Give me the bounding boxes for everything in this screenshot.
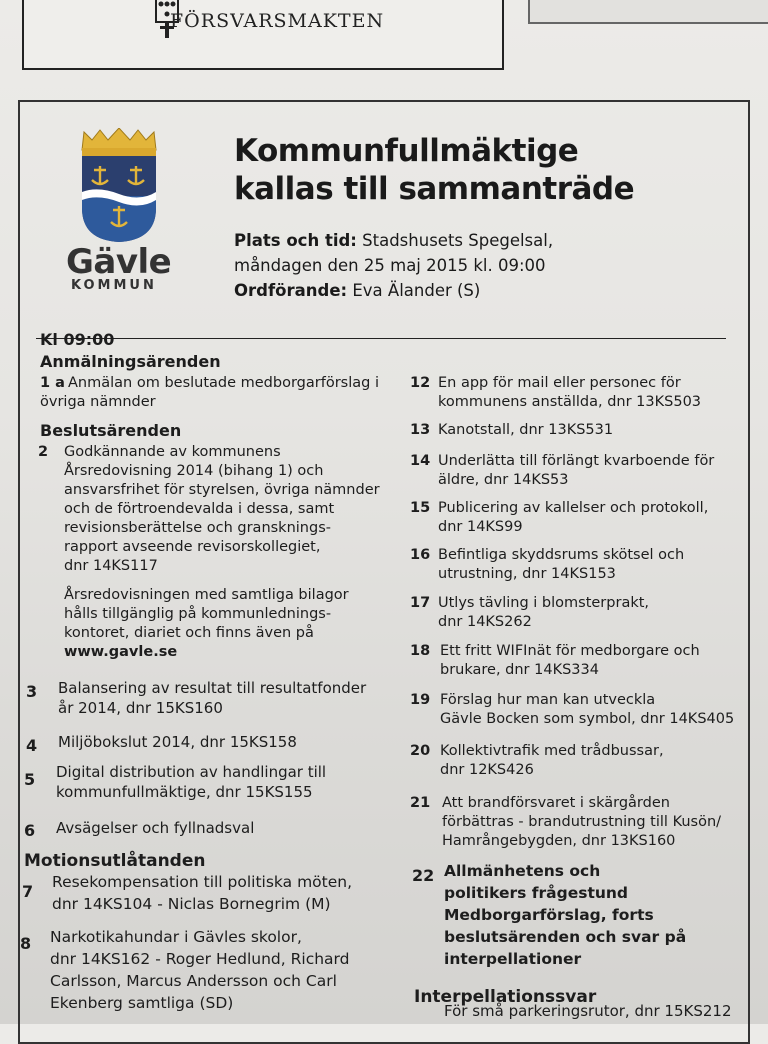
item-21-line-1: Att brandförsvaret i skärgården bbox=[442, 795, 670, 811]
forsvarsmakten-brand: FÖRSVARSMAKTEN bbox=[170, 10, 385, 32]
place-label: Plats och tid: bbox=[234, 231, 357, 250]
item-number: 18 bbox=[410, 643, 431, 659]
item-20-line-1: Kollektivtrafik med trådbussar, bbox=[440, 743, 664, 759]
item-number: 12 bbox=[410, 375, 431, 391]
item-12-line-1: En app för mail eller personec för bbox=[438, 375, 681, 391]
item-number: 13 bbox=[410, 422, 431, 438]
item-3-line-2: år 2014, dnr 15KS160 bbox=[58, 699, 223, 717]
item-19-text bbox=[440, 691, 734, 729]
place-value: Stadshusets Spegelsal, bbox=[362, 231, 554, 250]
item-22-line: beslutsärenden och svar på bbox=[444, 928, 687, 946]
item-20-line-2: dnr 12KS426 bbox=[440, 762, 534, 778]
date-line: måndagen den 25 maj 2015 kl. 09:00 bbox=[234, 256, 546, 275]
item-19-line-2: Gävle Bocken som symbol, dnr 14KS405 bbox=[440, 711, 735, 727]
item-number: 5 bbox=[24, 770, 36, 789]
item-17-line-1: Utlys tävling i blomsterprakt, bbox=[438, 595, 650, 611]
item-18-text bbox=[440, 642, 700, 680]
item-22-line: Allmänhetens och bbox=[444, 862, 601, 880]
item-18-line-2: brukare, dnr 14KS334 bbox=[440, 662, 599, 678]
item-4-line-1: Miljöbokslut 2014, dnr 15KS158 bbox=[58, 733, 297, 751]
item-2-note-line: kontoret, diariet och finns även på bbox=[64, 625, 314, 641]
headline-line-2: kallas till sammanträde bbox=[234, 171, 635, 207]
item-12-text bbox=[438, 374, 701, 412]
item-number: 19 bbox=[410, 692, 431, 708]
item-16-line-1: Befintliga skyddsrums skötsel och bbox=[438, 547, 685, 563]
item-1a-line-1: Anmälan om beslutade medborgarförslag i bbox=[68, 375, 379, 391]
item-21-line-2: förbättras - brandutrustning till Kusön/ bbox=[442, 814, 722, 830]
item-7-line-1: Resekompensation till politiska möten, bbox=[52, 873, 353, 891]
chair-value: Eva Älander (S) bbox=[352, 281, 481, 300]
item-number: 8 bbox=[20, 934, 32, 953]
item-17-line-2: dnr 14KS262 bbox=[438, 614, 532, 630]
item-1a-line-2: övriga nämnder bbox=[40, 394, 156, 410]
item-14-line-2: äldre, dnr 14KS53 bbox=[438, 472, 569, 488]
time-heading: Kl 09:00 bbox=[40, 330, 115, 349]
item-12-line-2: kommunens anställda, dnr 13KS503 bbox=[438, 394, 702, 410]
item-22-line: interpellationer bbox=[444, 950, 582, 968]
item-number: 1 a bbox=[40, 375, 65, 391]
item-23-line-1: För små parkeringsrutor, dnr 15KS212 bbox=[444, 1002, 732, 1020]
chair-label: Ordförande: bbox=[234, 281, 348, 300]
kommun-logo-text: KOMMUN bbox=[71, 278, 157, 293]
item-21-text bbox=[442, 794, 721, 851]
item-number: 20 bbox=[410, 743, 431, 759]
item-14-text bbox=[438, 452, 714, 490]
item-number: 6 bbox=[24, 821, 36, 840]
item-13-line-1: Kanotstall, dnr 13KS531 bbox=[438, 422, 614, 438]
item-3-line-1: Balansering av resultat till resultatfonder bbox=[58, 679, 367, 697]
item-17-text bbox=[438, 594, 649, 632]
item-2-note-line: Årsredovisningen med samtliga bilagor bbox=[64, 587, 349, 603]
item-number: 7 bbox=[22, 882, 34, 901]
item-8-line-1: Narkotikahundar i Gävles skolor, bbox=[50, 928, 302, 946]
item-8-line-4: Ekenberg samtliga (SD) bbox=[50, 994, 234, 1012]
item-19-line-1: Förslag hur man kan utveckla bbox=[440, 692, 656, 708]
item-number: 3 bbox=[26, 682, 38, 701]
item-6-line-1: Avsägelser och fyllnadsval bbox=[56, 819, 255, 837]
item-number: 4 bbox=[26, 736, 38, 755]
item-22-text bbox=[444, 860, 686, 970]
item-18-line-1: Ett fritt WIFInät för medborgare och bbox=[440, 643, 700, 659]
item-2-line: rapport avseende revisorskollegiet, bbox=[64, 539, 321, 555]
item-2-note-line: hålls tillgänglig på kommunlednings- bbox=[64, 606, 332, 622]
item-number: 15 bbox=[410, 500, 431, 516]
item-number: 17 bbox=[410, 595, 431, 611]
item-15-line-1: Publicering av kallelser och protokoll, bbox=[438, 500, 709, 516]
item-20-text bbox=[440, 742, 664, 780]
item-number: 14 bbox=[410, 453, 431, 469]
website-link[interactable]: www.gavle.se bbox=[64, 644, 178, 660]
item-15-line-2: dnr 14KS99 bbox=[438, 519, 523, 535]
item-number: 22 bbox=[412, 866, 435, 885]
item-2-line: revisionsberättelse och gransknings- bbox=[64, 520, 331, 536]
item-15-text bbox=[438, 499, 708, 537]
section-anmalningsarenden: Anmälningsärenden bbox=[40, 352, 221, 371]
item-22-line: politikers frågestund bbox=[444, 884, 629, 902]
item-number: 21 bbox=[410, 795, 431, 811]
section-motionsutlatanden: Motionsutlåtanden bbox=[24, 851, 206, 871]
item-5-line-2: kommunfullmäktige, dnr 15KS155 bbox=[56, 783, 313, 801]
item-22-line: Medborgarförslag, forts bbox=[444, 906, 654, 924]
section-beslutsarenden: Beslutsärenden bbox=[40, 421, 182, 440]
item-2-line: dnr 14KS117 bbox=[64, 558, 158, 574]
item-8-line-2: dnr 14KS162 - Roger Hedlund, Richard bbox=[50, 950, 350, 968]
item-7-line-2: dnr 14KS104 - Niclas Bornegrim (M) bbox=[52, 895, 331, 913]
section-interpellationssvar: Interpellationssvar bbox=[414, 987, 597, 1007]
item-2-line: och de förtroendevalda i dessa, samt bbox=[64, 501, 335, 517]
item-2-line: Godkännande av kommunens bbox=[64, 444, 281, 460]
item-2-line: ansvarsfrihet för styrelsen, övriga nämnder bbox=[64, 482, 380, 498]
item-16-text bbox=[438, 546, 684, 584]
item-number: 2 bbox=[38, 444, 49, 460]
item-16-line-2: utrustning, dnr 14KS153 bbox=[438, 566, 616, 582]
gavle-logo-text: Gävle bbox=[66, 242, 172, 282]
item-21-line-3: Hamrångebygden, dnr 13KS160 bbox=[442, 833, 676, 849]
item-14-line-1: Underlätta till förlängt kvarboende för bbox=[438, 453, 715, 469]
item-8-line-3: Carlsson, Marcus Andersson och Carl bbox=[50, 972, 337, 990]
item-5-line-1: Digital distribution av handlingar till bbox=[56, 763, 327, 781]
headline-line-1: Kommunfullmäktige bbox=[234, 133, 579, 169]
item-number: 16 bbox=[410, 547, 431, 563]
item-2-line: Årsredovisning 2014 (bihang 1) och bbox=[64, 463, 324, 479]
